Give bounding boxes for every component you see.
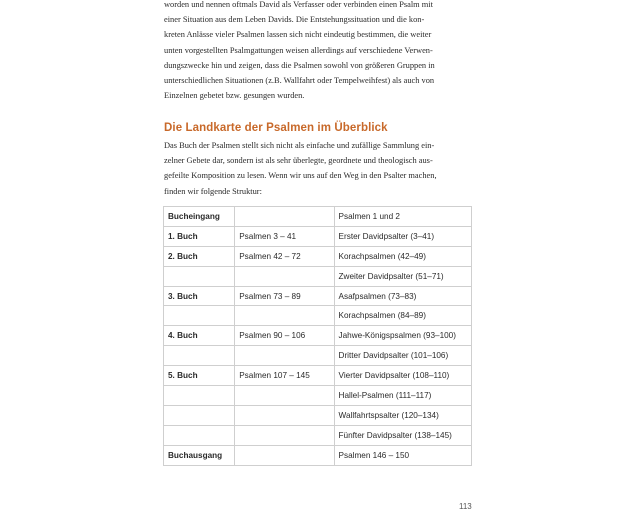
table-row	[164, 207, 472, 227]
table-cell: Zweiter Davidpsalter (51–71)	[334, 266, 471, 286]
text-line: gefeilte Komposition zu lesen. Wenn wir uns auf den Weg in den Psalter machen,	[164, 171, 437, 181]
table-cell	[235, 386, 334, 406]
text-line: einer Situation aus dem Leben Davids. Die Entstehungssituation und die kon-	[164, 15, 425, 25]
table-row	[164, 326, 472, 346]
text-line: Das Buch der Psalmen stellt sich nicht als einfache und zufällige Sammlung ein-	[164, 141, 435, 150]
table-cell: 5. Buch	[164, 366, 235, 386]
section-heading: Die Landkarte der Psalmen im Überblick	[164, 122, 388, 134]
table-cell: 3. Buch	[164, 286, 235, 306]
table-cell: Psalmen 3 – 41	[235, 226, 334, 246]
table-cell: Fünfter Davidpsalter (138–145)	[334, 425, 471, 445]
table-cell: Psalmen 1 und 2	[334, 207, 471, 227]
table-cell	[164, 405, 235, 425]
table-row	[164, 266, 472, 286]
table-row	[164, 226, 472, 246]
table-cell: Psalmen 73 – 89	[235, 286, 334, 306]
text-line: finden wir folgende Struktur:	[164, 186, 262, 196]
table-cell: Erster Davidpsalter (3–41)	[334, 226, 471, 246]
table-cell	[235, 207, 334, 227]
text-line: Einzelnen gebetet bzw. gesungen wurden.	[164, 91, 305, 101]
table-cell	[235, 445, 334, 465]
table-row	[164, 445, 472, 465]
table-row	[164, 425, 472, 445]
text-line: worden und nennen oftmals David als Verfasser oder verbinden einen Psalm mit	[164, 0, 433, 9]
table-cell	[235, 306, 334, 326]
table-row	[164, 346, 472, 366]
table-cell	[235, 346, 334, 366]
text-line: kreten Anlässe vieler Psalmen lassen sich nicht eindeutig bestimmen, die weiter	[164, 30, 432, 40]
table-cell: Vierter Davidpsalter (108–110)	[334, 366, 471, 386]
table-cell: Asafpsalmen (73–83)	[334, 286, 471, 306]
table-cell: Korachpsalmen (84–89)	[334, 306, 471, 326]
psalter-structure-table	[163, 206, 472, 466]
table-cell	[235, 405, 334, 425]
page-number: 113	[459, 502, 472, 511]
table-cell: Psalmen 90 – 106	[235, 326, 334, 346]
text-line: unten vorgestellten Psalmgattungen weisen allerdings auf verschiedene Verwen-	[164, 45, 433, 55]
table-cell: Jahwe-Königspsalmen (93–100)	[334, 326, 471, 346]
table-cell	[235, 266, 334, 286]
table-cell	[164, 425, 235, 445]
table-cell	[164, 346, 235, 366]
table-cell: Buchausgang	[164, 445, 235, 465]
table-cell: 1. Buch	[164, 226, 235, 246]
text-line: zelner Gebete dar, sondern ist als sehr überlegte, geordnete und theologisch aus-	[164, 156, 433, 166]
body-paragraph	[164, 138, 474, 199]
table-cell: Dritter Davidpsalter (101–106)	[334, 346, 471, 366]
table-cell	[164, 386, 235, 406]
table-cell	[235, 425, 334, 445]
table-cell	[164, 266, 235, 286]
table-row	[164, 405, 472, 425]
table-cell: 4. Buch	[164, 326, 235, 346]
table-cell: Psalmen 107 – 145	[235, 366, 334, 386]
table-row	[164, 386, 472, 406]
text-line: unterschiedlichen Situationen (z.B. Wallfahrt oder Tempelweihfest) als auch von	[164, 76, 435, 86]
table-cell: Psalmen 42 – 72	[235, 246, 334, 266]
table-row	[164, 306, 472, 326]
table-cell: Bucheingang	[164, 207, 235, 227]
intro-paragraph	[164, 0, 474, 103]
table-cell: Psalmen 146 – 150	[334, 445, 471, 465]
text-line: dungszwecke hin und zeigen, dass die Psalmen sowohl von größeren Gruppen in	[164, 60, 435, 70]
table-row	[164, 366, 472, 386]
table-cell	[164, 306, 235, 326]
table-row	[164, 286, 472, 306]
table-row	[164, 246, 472, 266]
table-cell: Wallfahrtspsalter (120–134)	[334, 405, 471, 425]
table-cell: 2. Buch	[164, 246, 235, 266]
table-cell: Korachpsalmen (42–49)	[334, 246, 471, 266]
table-cell: Hallel-Psalmen (111–117)	[334, 386, 471, 406]
